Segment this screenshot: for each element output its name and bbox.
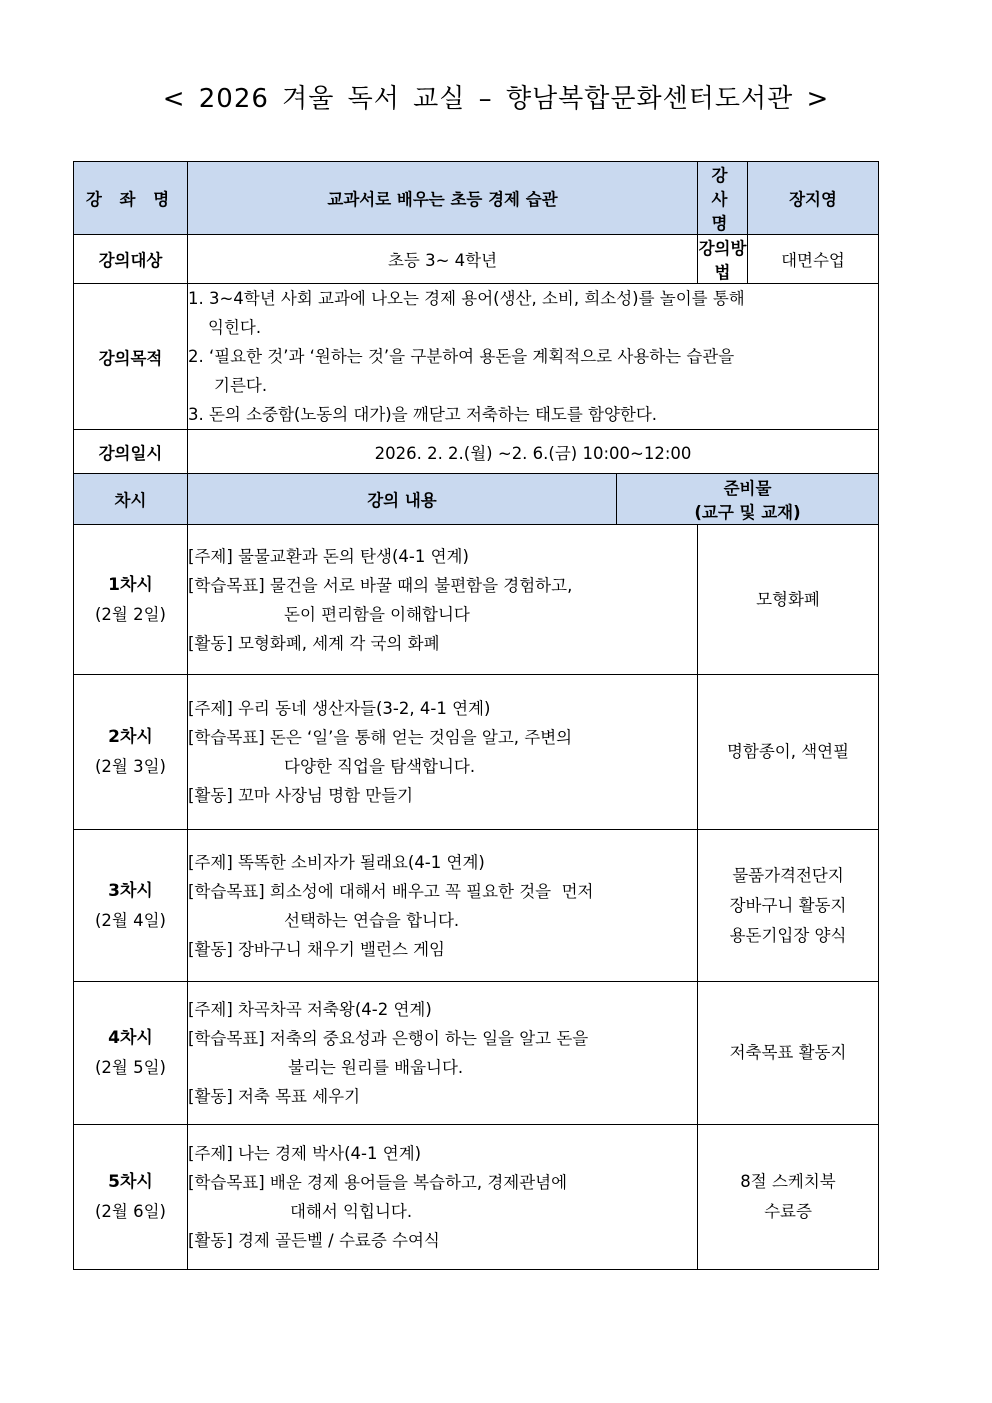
session-goal-cont: 선택하는 연습을 합니다. [284, 910, 460, 930]
session-cell [74, 675, 188, 830]
instructor-value: 장지영 [748, 162, 879, 235]
session-materials [698, 675, 879, 830]
purpose-row [74, 284, 879, 430]
course-value: 교과서로 배우는 초등 경제 습관 [188, 162, 698, 235]
table-row [74, 982, 879, 1125]
header-materials-line1: 준비물 [723, 479, 772, 498]
schedule-row [74, 430, 879, 474]
session-name: 2차시 [108, 727, 153, 747]
session-topic: [주제] 나는 경제 박사(4-1 연계) [188, 1144, 422, 1163]
session-cell [74, 982, 188, 1125]
material-item: 명함종이, 색연필 [726, 742, 850, 761]
target-row [74, 235, 879, 284]
table-row [74, 830, 879, 982]
session-goal-cont: 불리는 원리를 배웁니다. [288, 1058, 464, 1077]
session-cell [74, 525, 188, 675]
session-name: 5차시 [108, 1172, 153, 1192]
session-content [188, 675, 698, 830]
schedule-label: 강의일시 [74, 430, 188, 474]
target-label: 강의대상 [74, 235, 188, 284]
material-item: 모형화폐 [756, 589, 820, 609]
session-activity: [활동] 저축 목표 세우기 [188, 1087, 361, 1106]
header-session: 차시 [74, 474, 188, 525]
session-topic: [주제] 차곡차곡 저축왕(4-2 연계) [188, 1000, 432, 1019]
session-materials [698, 982, 879, 1125]
session-goal: [학습목표] 돈은 ‘일’을 통해 얻는 것임을 알고, 주변의 [188, 728, 573, 747]
session-goal: [학습목표] 희소성에 대해서 배우고 꼭 필요한 것을 먼저 [188, 881, 594, 901]
session-date: (2월 5일) [95, 1058, 166, 1077]
course-label: 강 좌 명 [74, 162, 188, 235]
session-content [188, 525, 698, 675]
session-goal: [학습목표] 배운 경제 용어들을 복습하고, 경제관념에 [188, 1173, 568, 1192]
session-materials [698, 1125, 879, 1270]
session-topic: [주제] 물물교환과 돈의 탄생(4-1 연계) [188, 546, 469, 566]
session-activity: [활동] 장바구니 채우기 밸런스 게임 [188, 939, 445, 959]
material-item: 용돈기입장 양식 [729, 925, 847, 945]
purpose-line: 익힌다. [208, 318, 262, 337]
purpose-line: 2. ‘필요한 것’과 ‘원하는 것’을 구분하여 용돈을 계획적으로 사용하는 습관을 [188, 347, 735, 366]
session-goal-cont: 대해서 익힙니다. [290, 1202, 413, 1221]
table-row [74, 1125, 879, 1270]
material-item: 8절 스케치북 [740, 1172, 836, 1191]
schedule-value: 2026. 2. 2.(월) ~2. 6.(금) 10:00~12:00 [188, 430, 879, 474]
course-row [74, 162, 879, 235]
session-activity: [활동] 경제 골든벨 / 수료증 수여식 [188, 1231, 440, 1250]
session-name: 3차시 [108, 880, 153, 901]
page-title: < 2026 겨울 독서 교실 – 향남복합문화센터도서관 > [162, 84, 830, 114]
method-value: 대면수업 [748, 235, 879, 284]
purpose-label: 강의목적 [74, 284, 188, 430]
material-item: 저축목표 활동지 [729, 1043, 847, 1062]
table-header-row [74, 474, 879, 525]
session-materials [698, 830, 879, 982]
instructor-label: 강 사 명 [698, 162, 748, 235]
material-item: 장바구니 활동지 [729, 895, 847, 915]
header-materials-line2: (교구 및 교재) [694, 503, 801, 522]
session-content [188, 982, 698, 1125]
material-item: 수료증 [764, 1202, 812, 1221]
session-date: (2월 2일) [95, 604, 166, 624]
session-activity: [활동] 모형화폐, 세계 각 국의 화폐 [188, 633, 440, 653]
session-topic: [주제] 똑똑한 소비자가 될래요(4-1 연계) [188, 852, 485, 872]
course-table [73, 161, 879, 1270]
session-goal-cont: 다양한 직업을 탐색합니다. [284, 757, 476, 776]
session-materials [698, 525, 879, 675]
target-value: 초등 3~ 4학년 [188, 235, 698, 284]
header-content: 강의 내용 [188, 474, 617, 525]
session-content [188, 830, 698, 982]
session-name: 4차시 [108, 1028, 153, 1048]
session-cell [74, 1125, 188, 1270]
session-content [188, 1125, 698, 1270]
method-label: 강의방법 [698, 235, 748, 284]
table-row [74, 675, 879, 830]
purpose-line: 1. 3~4학년 사회 교과에 나오는 경제 용어(생산, 소비, 희소성)를 놀이를 통해 [188, 289, 745, 308]
session-activity: [활동] 꼬마 사장님 명함 만들기 [188, 786, 414, 805]
session-topic: [주제] 우리 동네 생산자들(3-2, 4-1 연계) [188, 699, 491, 718]
purpose-line: 기른다. [214, 376, 268, 395]
purpose-line: 3. 돈의 소중함(노동의 대가)을 깨닫고 저축하는 태도를 함양한다. [188, 405, 658, 424]
session-date: (2월 3일) [95, 757, 166, 776]
purpose-content [188, 284, 879, 430]
session-date: (2월 6일) [95, 1202, 166, 1221]
material-item: 물품가격전단지 [732, 865, 844, 885]
session-goal-cont: 돈이 편리함을 이해합니다 [284, 604, 470, 624]
header-materials [617, 474, 879, 525]
session-goal: [학습목표] 저축의 중요성과 은행이 하는 일을 알고 돈을 [188, 1029, 589, 1048]
session-goal: [학습목표] 물건을 서로 바꿀 때의 불편함을 경험하고, [188, 575, 573, 595]
session-date: (2월 4일) [95, 910, 166, 930]
session-cell [74, 830, 188, 982]
session-name: 1차시 [108, 574, 153, 595]
table-row [74, 525, 879, 675]
